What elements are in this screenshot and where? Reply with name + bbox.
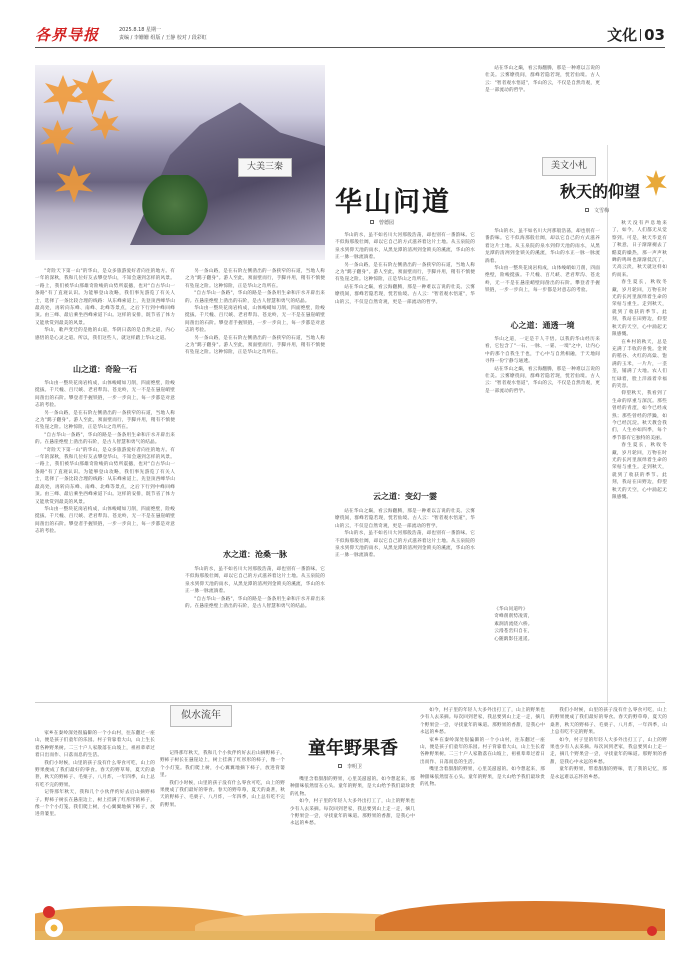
paragraph: 另一条山路，是在石阶左侧凿出的一条狭窄的石道，当地人称之为"鹞子翻身"。游人至此，须面壁而行，手脚并用，稍有不慎便有坠崖之险。这种惊险，正是华山之奇所在。 (335, 262, 475, 283)
byline (370, 220, 394, 227)
subheading: 山之道：奇险一石 (73, 364, 137, 374)
article-column (612, 220, 667, 698)
paragraph: 华山由一整块花岗岩构成，山体峻峭如刀削，四面绝壁，险峻挺拔。千尺幢、百尺峡、老君犁沟、苍龙岭，无一不是在悬崖峭壁间凿出的石阶。攀登者手握铁链，一步一步向上，每一步都是对意志的考验。 (185, 306, 325, 334)
subheading: 水之道：沧桑一脉 (223, 549, 287, 559)
newspaper-logo: 各界导报 (35, 26, 100, 44)
paragraph: 如今，村子里的年轻人大多外出打工了，山上的野果也少有人去采摘。每次回到老家，我总要到山上走一走，摘几个野果尝一尝，寻找童年的味道。那野果的香甜，是我心中永远的乡愁。 (420, 708, 545, 736)
section-divider (35, 702, 665, 703)
pine-tree (140, 175, 210, 235)
ground (35, 931, 665, 940)
author: 李明卫 (347, 764, 363, 770)
article-column (335, 232, 475, 484)
daisy-icon (45, 919, 63, 937)
byline (585, 208, 609, 215)
paragraph: "奇险天下第一山"的华山，是众多旅游爱好者向往的地方。有一年的深秋，我和几位好友去攀登华山，不知会遇到怎样的风景。一路上，我们被华山那雄奇险峻的山势所震撼，也对"自古华山一条路"有了直观认识。为能够登山攻略，我们事先游览了有关人士，选择了一条比较合理的线路：从东峰索道上，先登顶西峰华山最高处，再转向东峰、南峰、北峰等景点，之后下行到中峰回峰顶。由三峰、最后乘坐西峰索道下山。这样的安排，既节省了体力又能欣赏到最美的风景。 (35, 447, 175, 505)
paragraph: 华山由一整块花岗岩构成，山体峻峭如刀削，四面绝壁，险峻挺拔。千尺幢、百尺峡、老君犁沟、苍龙岭，无一不是在悬崖峭壁间凿出的石阶。攀登者手握铁链，一步一步向上，每一步都是对意志的考验。 (35, 506, 175, 535)
article-column (35, 730, 155, 896)
issue-date: 2025.8.18 星期一 (119, 27, 162, 33)
paragraph: 春生夏长，秋收冬藏，岁月轮回，万物在时光的长河里演绎着生命的荣枯与重生。走到秋天，就到了收获的季节。此刻，我站在田野边，仰望秋天的天空，心中涌起无限感慨。 (612, 280, 667, 338)
maple-leaf-icon (70, 70, 115, 115)
maple-leaf-icon (645, 170, 667, 196)
column-label: 似水流年 (170, 705, 232, 727)
article-column (485, 336, 600, 602)
divider (640, 29, 641, 41)
article-column (420, 707, 545, 896)
poem-line: 心随鹞影任逍遥。 (494, 636, 533, 642)
article-title: 华山问道 (335, 187, 451, 218)
paragraph: 在乡村的秋天，总是充满了丰收的喜悦。金黄的稻谷、火红的高粱、饱满的玉米，一片片，一垄垄，铺满了大地。农人们忙碌着，脸上洋溢着幸福的笑容。 (612, 339, 667, 389)
paragraph: 华山的水，虽不如名川大河那般浩荡，却也别有一番韵味。它不似海那般壮阔，却以它自己的方式滋养着这片土地。从玉泉院的泉水到仰天池的雨水，从黑龙潭的清冽到金锁关的溪流，华山的水正一脉一脉流淌着。 (485, 229, 600, 264)
paragraph: 仰望秋天，我看到了生命的厚重与深沉。那些曾经的青涩，如今已经成熟；那些曾经的浮躁，如今已经沉淀。秋天教会我们，人生亦如四季，每个季节都有它独特的美丽。 (612, 391, 667, 441)
paragraph: "自古华山一条路"，华山的路是一条条用生命和汗水开辟出来的。在悬崖绝壁上凿出的石阶，是古人智慧和勇气的结晶。 (185, 291, 325, 304)
article-column (35, 380, 175, 698)
column-divider (607, 145, 608, 705)
paragraph: "自古华山一条路"，华山的路是一条条用生命和汗水开辟出来的。在悬崖绝壁上凿出的石阶，是古人智慧和勇气的结晶。 (35, 432, 175, 446)
paragraph: 记得那年秋天，我和几个小伙伴约好去后山摘野柿子。野柿子树长在悬崖边上，树上挂满了红彤彤的柿子，像一个个小灯笼。我们爬上树，小心翼翼地摘下柿子，放进背篓里。 (160, 751, 285, 779)
poem-line: 奇峰削削势凌霄， (494, 614, 533, 620)
paragraph: 华山由一整块花岗岩构成，山体峻峭如刀削，四面绝壁，险峻挺拔。千尺幢、百尺峡、老君犁沟、苍龙岭，无一不是在悬崖峭壁间凿出的石阶。攀登者手握铁链，一步一步向上，每一步都是对意志的考验。 (485, 266, 600, 294)
autumn-hills-illustration (35, 900, 665, 940)
byline (338, 764, 362, 771)
square-icon (370, 220, 374, 224)
paragraph: 华山的水，虽不如名川大河那般浩荡，却也别有一番韵味。它不似海那般壮阔，却以它自己的方式滋养着这片土地。从玉泉院的泉水到仰天池的雨水，从黑龙潭的清冽到金锁关的溪流，华山的水正一脉一脉流淌着。 (185, 567, 325, 595)
maple-leaf-icon (40, 120, 75, 155)
paragraph: 春生夏长，秋收冬藏，岁月轮回，万物在时光的长河里演绎着生命的荣枯与重生。走到秋天，就到了收获的季节。此刻，我站在田野边，仰望秋天的天空，心中涌起无限感慨。 (612, 443, 667, 501)
paragraph: 另一条山路，是在石阶左侧凿出的一条狭窄的石道，当地人称之为"鹞子翻身"。游人至此，须面壁而行，手脚并用，稍有不慎便有坠崖之险。这种惊险，正是华山之奇所在。 (185, 269, 325, 289)
paragraph: 华山由一整块花岗岩构成，山体峻峭如刀削，四面绝壁，险峻挺拔。千尺幢、百尺峡、老君犁沟、苍龙岭，无一不是在悬崖峭壁间凿出的石阶。攀登者手握铁链，一步一步向上，每一步都是对意志的考验。 (35, 381, 175, 409)
paragraph: 嘴里含着甜甜的野果，心里美滋滋的。如今想起来，那种甜味依然留在心头。童年的野果，是大山给予我们最珍贵的礼物。 (290, 777, 415, 797)
column-label: 美文小札 (542, 157, 596, 176)
article-column (550, 707, 667, 896)
poem-title: 《华山问道吟》 (494, 607, 528, 612)
article-title: 秋天的仰望 (560, 182, 641, 201)
paragraph: 我们小时候，山里的孩子没有什么零食可吃，山上的野果便成了我们最好的零食。春天的野草莓，夏天的桑葚，秋天的野柿子、毛栗子、八月炸，一年四季，山上总有吃不完的野果。 (550, 708, 667, 736)
article-column (185, 566, 325, 696)
article-column (35, 268, 175, 357)
page-number: 03 (644, 26, 665, 44)
maple-leaf-icon (90, 110, 120, 140)
author: 文雪梅 (594, 208, 610, 214)
editor-credits: 责编 / 李姗姗 组版 / 王静 校对 / 段彩虹 (119, 35, 207, 41)
poem (485, 606, 600, 696)
paragraph: 我们小时候，山里的孩子没有什么零食可吃，山上的野果便成了我们最好的零食。春天的野草莓，夏天的桑葚，秋天的野柿子、毛栗子、八月炸，一年四季，山上总有吃不完的野果。 (160, 780, 285, 808)
paragraph: 家乡在秦岭深处很偏僻的一个小山村，往东翻过一座山，便是孩子们童年的乐园。村子背靠着大山，山上生长着各种野果树。二三十户人家散落在山坡上，祖祖辈辈过着日出而作、日落而息的生活。 (35, 731, 155, 759)
paragraph: 华山的水，虽不如名川大河那般浩荡，却也别有一番韵味。它不似海那般壮阔，却以它自己的方式滋养着这片土地。从玉泉院的泉水到仰天池的雨水，从黑龙潭的清冽到金锁关的溪流，华山的水正一脉一脉流淌着。 (335, 531, 475, 559)
red-flower-icon (43, 906, 55, 918)
article-column (485, 65, 600, 150)
poem-line: 素涧清流绕六桥。 (494, 621, 533, 627)
red-flower-icon (647, 926, 657, 936)
paragraph: 家乡在秦岭深处很偏僻的一个小山村，往东翻过一座山，便是孩子们童年的乐园。村子背靠着大山，山上生长着各种野果树。二三十户人家散落在山坡上，祖祖辈辈过着日出而作、日落而息的生活。 (420, 737, 545, 765)
poem-line: 云漫苍峦归自在， (494, 629, 533, 635)
paragraph: 华山的水，虽不如名川大河那般浩荡，却也别有一番韵味。它不似海那般壮阔，却以它自己的方式滋养着这片土地。从玉泉院的泉水到仰天池的雨水，从黑龙潭的清冽到金锁关的溪流，华山的水正一脉一脉流淌着。 (335, 233, 475, 261)
subheading: 云之道：变幻一霎 (373, 491, 437, 501)
paragraph: 我们小时候，山里的孩子没有什么零食可吃，山上的野果便成了我们最好的零食。春天的野草莓，夏天的桑葚，秋天的野柿子、毛栗子、八月炸，一年四季，山上总有吃不完的野果。 (35, 760, 155, 788)
paragraph: "自古华山一条路"，华山的路是一条条用生命和汗水开辟出来的。在悬崖绝壁上凿出的石阶，是古人智慧和勇气的结晶。 (185, 596, 325, 610)
paragraph: 华山之道，一定是千人千悟。以我的华山经历来看，它包含了"一石、一脉、一霎、一境"之中，让内心中的那个自我生于也，于心中与自然相融，于天地间寻得一份宁静与通透。 (485, 337, 600, 365)
paragraph: 站在华山之巅，看云海翻腾，那是一种难以言说的壮美。云雾缭绕间，群峰若隐若现，恍若仙境。古人云："智者观水悟道"，华山的云，不仅是自然奇观，更是一部流动的哲学。 (335, 284, 475, 305)
paragraph: 站在华山之巅，看云海翻腾，那是一种难以言说的壮美。云雾缭绕间，群峰若隐若现，恍若仙境。古人云："智者观水悟道"，华山的云，不仅是自然奇观，更是一部流动的哲学。 (485, 66, 600, 94)
paragraph: 站在华山之巅，看云海翻腾，那是一种难以言说的壮美。云雾缭绕间，群峰若隐若现，恍若仙境。古人云："智者观水悟道"，华山的云，不仅是自然奇观，更是一部流动的哲学。 (485, 366, 600, 394)
paragraph: 华山，歌声变迁的是他的山道，华阴日落的是自然之道，内心感悟的是心灵之道。所以，我们这些人，就这样踏上华山之道。 (35, 328, 175, 341)
paragraph: "奇险天下第一山"的华山，是众多旅游爱好者向往的地方。有一年的深秋，我和几位好友去攀登华山，不知会遇到怎样的风景。一路上，我们被华山那雄奇险峻的山势所震撼，也对"自古华山一条路"有了直观认识。为能够登山攻略，我们事先游览了有关人士，选择了一条比较合理的线路：从东峰索道上，先登顶西峰华山最高处，再转向东峰、南峰、北峰等景点，之后下行到中峰回峰顶。由三峰、最后乘坐西峰索道下山。这样的安排，既节省了体力又能欣赏到最美的风景。 (35, 269, 175, 326)
section-header (607, 26, 665, 44)
subheading: 心之道：通透一境 (510, 320, 575, 330)
masthead (35, 24, 665, 48)
paragraph: 童年的野果，带着甜甜的野味，装了我的记忆，那是永远难以忘怀的乡愁。 (550, 767, 667, 780)
issue-meta (119, 26, 207, 42)
paragraph: 如今，村子里的年轻人大多外出打工了，山上的野果也少有人去采摘。每次回到老家，我总要到山上走一走，摘几个野果尝一尝，寻找童年的味道。那野果的香甜，是我心中永远的乡愁。 (550, 737, 667, 765)
maple-leaf-icon (55, 165, 93, 203)
paragraph: 记得那年秋天，我和几个小伙伴约好去后山摘野柿子。野柿子树长在悬崖边上，树上挂满了红彤彤的柿子，像一个个小灯笼。我们爬上树，小心翼翼地摘下柿子，放进背篓里。 (35, 790, 155, 818)
article-column (335, 508, 475, 698)
paragraph: 站在华山之巅，看云海翻腾，那是一种难以言说的壮美。云雾缭绕间，群峰若隐若现，恍若仙境。古人云："智者观水悟道"，华山的云，不仅是自然奇观，更是一部流动的哲学。 (335, 509, 475, 529)
paragraph: 另一条山路，是在石阶左侧凿出的一条狭窄的石道，当地人称之为"鹞子翻身"。游人至此，须面壁而行，手脚并用，稍有不慎便有坠崖之险。这种惊险，正是华山之奇所在。 (35, 410, 175, 431)
article-column (485, 228, 600, 313)
column-label: 大美三秦 (238, 158, 292, 177)
section-name: 文化 (607, 26, 638, 44)
article-title: 童年野果香 (308, 738, 398, 759)
author: 曾德园 (379, 220, 395, 226)
article-column (160, 750, 285, 896)
article-column (290, 776, 415, 896)
paragraph: 如今，村子里的年轻人大多外出打工了，山上的野果也少有人去采摘。每次回到老家，我总要到山上走一走，摘几个野果尝一尝，寻找童年的味道。那野果的香甜，是我心中永远的乡愁。 (290, 799, 415, 827)
paragraph: 嘴里含着甜甜的野果，心里美滋滋的。如今想起来，那种甜味依然留在心头。童年的野果，是大山给予我们最珍贵的礼物。 (420, 767, 545, 788)
article-column (185, 268, 325, 542)
square-icon (338, 764, 342, 768)
square-icon (585, 208, 589, 212)
paragraph: 秋天没有声息地来了，如今，人们都无从觉察到。可是，秋天毕竟有了秋意，日子渐渐褪去了酷夏的燥热，那一声声秋蝉的鸣叫也渐渐低沉了，天高云淡，秋天就这样如约而来。 (612, 221, 667, 278)
paragraph: 另一条山路，是在石阶左侧凿出的一条狭窄的石道，当地人称之为"鹞子翻身"。游人至此，须面壁而行，手脚并用，稍有不慎便有坠崖之险。这种惊险，正是华山之奇所在。 (185, 335, 325, 356)
